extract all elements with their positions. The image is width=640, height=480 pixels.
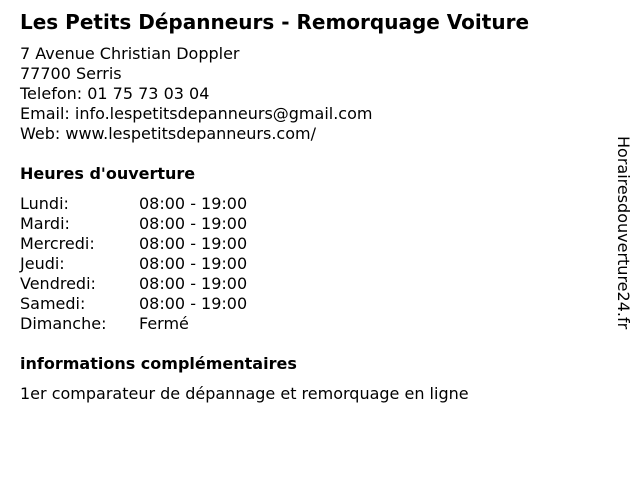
website-line: Web: www.lespetitsdepanneurs.com/: [20, 124, 316, 143]
day-label: Jeudi:: [20, 254, 65, 273]
time-value: 08:00 - 19:00: [139, 294, 248, 313]
site-watermark: Horairesdouverture24.fr: [614, 136, 633, 330]
additional-info-text: 1er comparateur de dépannage et remorquage en ligne: [20, 384, 469, 403]
hours-row-thursday: [20, 254, 280, 274]
hours-row-monday: [20, 194, 280, 214]
hours-row-friday: [20, 274, 280, 294]
address-city: 77700 Serris: [20, 64, 122, 83]
day-label: Vendredi:: [20, 274, 96, 293]
business-title: Les Petits Dépanneurs - Remorquage Voiture: [20, 10, 530, 34]
hours-row-tuesday: [20, 214, 280, 234]
opening-hours-heading: Heures d'ouverture: [20, 164, 196, 183]
day-label: Dimanche:: [20, 314, 107, 333]
day-label: Samedi:: [20, 294, 86, 313]
time-value: 08:00 - 19:00: [139, 214, 248, 233]
time-value: Fermé: [139, 314, 189, 333]
contact-block: [20, 44, 372, 144]
address-street: 7 Avenue Christian Doppler: [20, 44, 240, 63]
hours-row-sunday: [20, 314, 280, 334]
day-label: Mercredi:: [20, 234, 95, 253]
time-value: 08:00 - 19:00: [139, 274, 248, 293]
email-line: Email: info.lespetitsdepanneurs@gmail.com: [20, 104, 373, 123]
phone-line: Telefon: 01 75 73 03 04: [20, 84, 210, 103]
day-label: Lundi:: [20, 194, 69, 213]
hours-row-saturday: [20, 294, 280, 314]
opening-hours-table: [20, 194, 280, 334]
time-value: 08:00 - 19:00: [139, 194, 248, 213]
time-value: 08:00 - 19:00: [139, 234, 248, 253]
additional-info-heading: informations complémentaires: [20, 354, 297, 373]
day-label: Mardi:: [20, 214, 70, 233]
hours-row-wednesday: [20, 234, 280, 254]
time-value: 08:00 - 19:00: [139, 254, 248, 273]
